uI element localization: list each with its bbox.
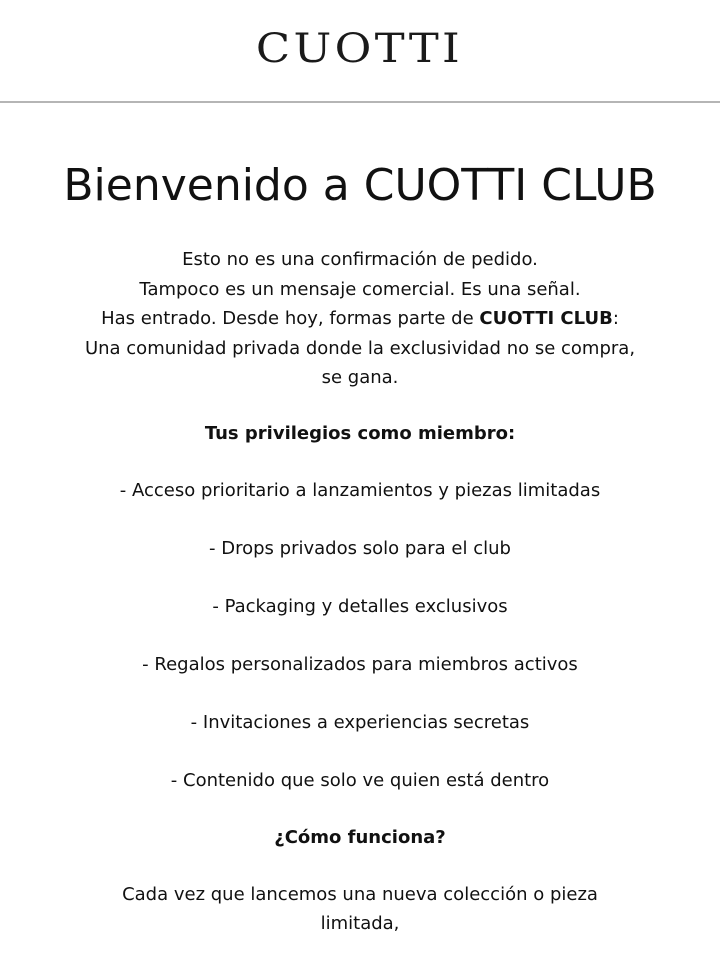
email-body bbox=[0, 155, 720, 938]
intro-line-4: Una comunidad privada donde la exclusividad no se compra, se gana. bbox=[84, 337, 636, 388]
intro-line-3-colon: : bbox=[612, 308, 619, 329]
intro-line-3-text: Has entrado. Desde hoy, formas parte de bbox=[101, 308, 480, 329]
intro-paragraph bbox=[40, 245, 680, 393]
welcome-title: Bienvenido a CUOTTI CLUB bbox=[63, 160, 657, 211]
intro-line-2: Tampoco es un mensaje comercial. Es una señal. bbox=[139, 278, 581, 300]
how-it-works-text: Cada vez que lancemos una nueva colección o pieza limitada, bbox=[122, 883, 598, 934]
brand-logo[interactable]: CUOTTI bbox=[256, 25, 464, 72]
list-item: - Packaging y detalles exclusivos bbox=[212, 595, 508, 617]
how-it-works-heading: ¿Cómo funciona? bbox=[274, 826, 446, 848]
intro-line-3 bbox=[40, 304, 680, 334]
list-item: - Contenido que solo ve quien está dentro bbox=[170, 769, 550, 791]
list-item: - Regalos personalizados para miembros activos bbox=[142, 653, 578, 675]
list-item: - Drops privados solo para el club bbox=[209, 537, 511, 559]
list-item: - Invitaciones a experiencias secretas bbox=[190, 711, 530, 733]
email-header bbox=[0, 0, 720, 103]
club-name-bold: CUOTTI CLUB bbox=[479, 308, 613, 329]
privileges-list bbox=[40, 476, 680, 795]
intro-line-1: Esto no es una confirmación de pedido. bbox=[182, 249, 538, 270]
privileges-heading: Tus privilegios como miembro: bbox=[204, 422, 516, 444]
list-item: - Acceso prioritario a lanzamientos y piezas limitadas bbox=[119, 479, 601, 501]
